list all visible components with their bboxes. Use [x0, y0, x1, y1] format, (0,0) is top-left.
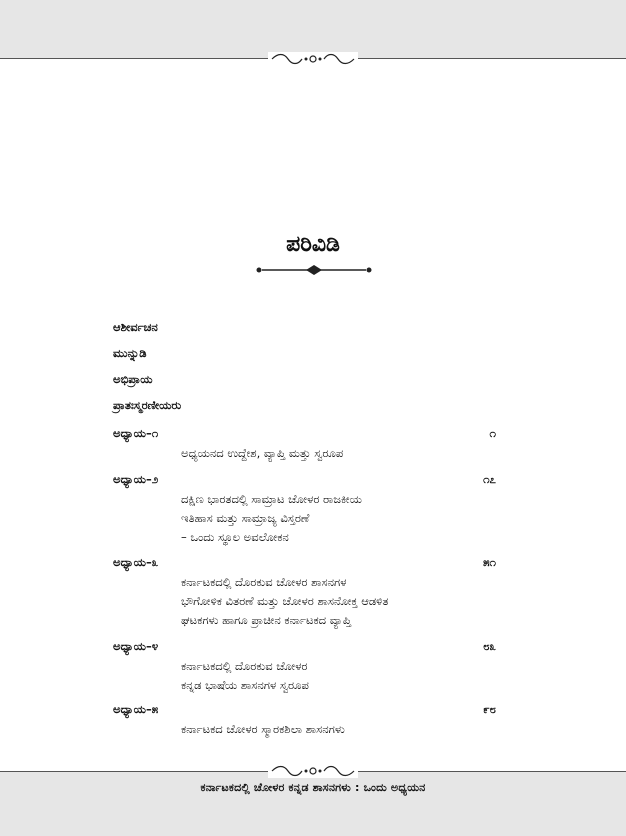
toc-chapter-3[interactable]: ಅಧ್ಯಾಯ–೩: [113, 555, 159, 569]
bottom-ornament-icon: [268, 764, 358, 778]
page-title: ಪರಿವಿಡಿ: [286, 232, 340, 257]
toc-chapter-2-line: ಇತಿಹಾಸ ಮತ್ತು ಸಾಮ್ರಾಜ್ಯ ವಿಸ್ತರಣೆ: [181, 511, 310, 525]
toc-chapter-3-line: ಕರ್ನಾಟಕದಲ್ಲಿ ದೊರಕುವ ಚೋಳರ ಶಾಸನಗಳ: [181, 575, 347, 589]
toc-page-4: ೮೩: [483, 639, 496, 653]
toc-page-3: ೫೧: [483, 555, 496, 569]
toc-item-opinion[interactable]: ಅಭಿಪ್ರಾಯ: [113, 372, 153, 386]
running-footer-title: ಕರ್ನಾಟಕದಲ್ಲಿ ಚೋಳರ ಕನ್ನಡ ಶಾಸನಗಳು : ಒಂದು ಅಧ್ಯಯನ: [200, 781, 426, 794]
toc-item-remembrance[interactable]: ಪ್ರಾತಃಸ್ಮರಣೀಯರು: [113, 398, 182, 412]
toc-chapter-2[interactable]: ಅಧ್ಯಾಯ–೨: [113, 472, 159, 486]
toc-chapter-3-line: ಘಟಕಗಳು ಹಾಗೂ ಪ್ರಾಚೀನ ಕರ್ನಾಟಕದ ವ್ಯಾಪ್ತಿ: [181, 613, 352, 627]
toc-chapter-3-line: ಭೌಗೋಳಿಕ ವಿತರಣೆ ಮತ್ತು ಚೋಳರ ಶಾಸನೋಕ್ತ ಆಡಳಿತ: [181, 594, 389, 608]
toc-chapter-5[interactable]: ಅಧ್ಯಾಯ–೫: [113, 702, 159, 716]
toc-chapter-1[interactable]: ಅಧ್ಯಾಯ–೧: [113, 426, 159, 440]
toc-page-5: ೯೮: [483, 702, 496, 716]
toc-chapter-4-line: ಕನ್ನಡ ಭಾಷೆಯ ಶಾಸನಗಳ ಸ್ವರೂಪ: [181, 678, 309, 692]
toc-chapter-4-line: ಕರ್ನಾಟಕದಲ್ಲಿ ದೊರಕುವ ಚೋಳರ: [181, 659, 308, 673]
toc-chapter-2-line: ದಕ್ಷಿಣ ಭಾರತದಲ್ಲಿ ಸಾಮ್ರಾಟ ಚೋಳರ ರಾಜಕೀಯ: [181, 492, 362, 506]
toc-item-blessing[interactable]: ಆಶೀರ್ವಚನ: [113, 320, 158, 334]
toc-chapter-1-line: ಅಧ್ಯಯನದ ಉದ್ದೇಶ, ವ್ಯಾಪ್ತಿ ಮತ್ತು ಸ್ವರೂಪ: [181, 446, 344, 460]
toc-chapter-2-line: – ಒಂದು ಸ್ಥೂಲ ಅವಲೋಕನ: [181, 530, 289, 544]
toc-chapter-4[interactable]: ಅಧ್ಯಾಯ–೪: [113, 639, 159, 653]
toc-chapter-5-line: ಕರ್ನಾಟಕದ ಚೋಳರ ಸ್ಮಾರಕಶಿಲಾ ಶಾಸನಗಳು: [181, 722, 345, 736]
toc-item-preface[interactable]: ಮುನ್ನುಡಿ: [113, 346, 147, 360]
toc-page-1: ೧: [489, 426, 496, 440]
toc-page-2: ೧೭: [483, 472, 496, 486]
